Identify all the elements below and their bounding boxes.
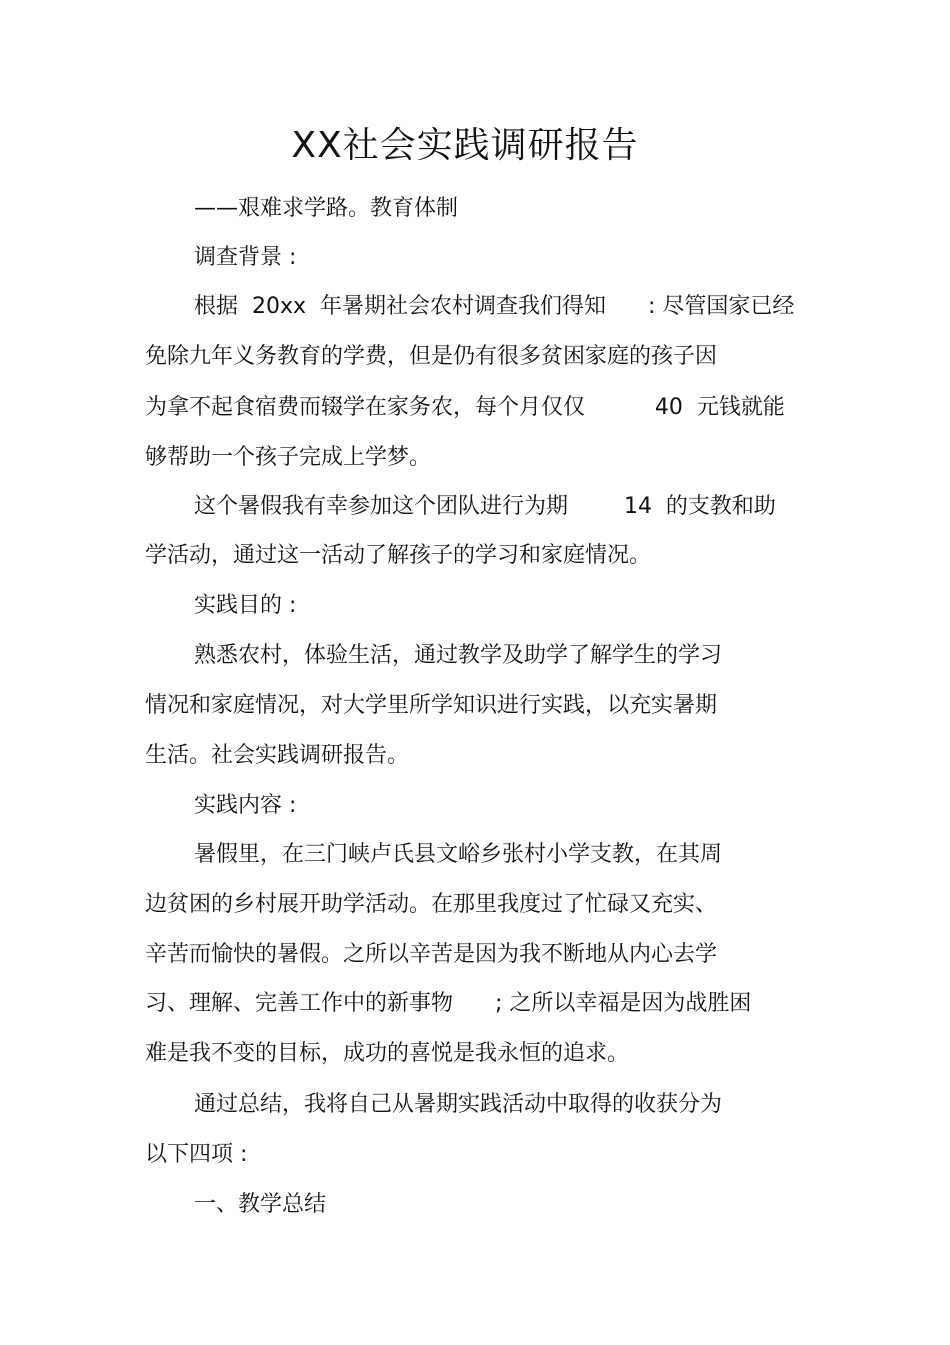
paragraph-line: 免除九年义务教育的学费，但是仍有很多贫困家庭的孩子因 [145, 344, 718, 369]
document-title: XX社会实践调研报告 [291, 125, 639, 166]
paragraph-line: 够帮助一个孩子完成上学梦。 [145, 445, 432, 470]
paragraph-line: 通过总结，我将自己从暑期实践活动中取得的收获分为 [194, 1092, 723, 1117]
paragraph-line: 边贫困的乡村展开助学活动。在那里我度过了忙碌又充实、 [145, 892, 718, 917]
paragraph-line: 情况和家庭情况，对大学里所学知识进行实践，以充实暑期 [145, 693, 718, 718]
paragraph-line: 根据 20xx 年暑期社会农村调查我们得知 : 尽管国家已经 [194, 294, 795, 319]
section-heading-teaching-summary: 一、教学总结 [194, 1192, 327, 1217]
paragraph-line: 习、理解、完善工作中的新事物 ; 之所以幸福是因为战胜困 [145, 991, 752, 1016]
paragraph-line: 生活。社会实践调研报告。 [145, 743, 410, 768]
paragraph-line: 以下四项 : [145, 1142, 248, 1167]
section-heading-content: 实践内容 : [194, 793, 297, 818]
paragraph-line: 暑假里，在三门峡卢氏县文峪乡张村小学支教，在其周 [194, 842, 723, 867]
paragraph-line: 学活动，通过这一活动了解孩子的学习和家庭情况。 [145, 543, 652, 568]
paragraph-line: 这个暑假我有幸参加这个团队进行为期 14 的支教和助 [194, 494, 776, 519]
section-heading-purpose: 实践目的 : [194, 593, 297, 618]
section-heading-background: 调查背景 : [194, 245, 297, 270]
paragraph-line: 辛苦而愉快的暑假。之所以辛苦是因为我不断地从内心去学 [145, 942, 718, 967]
paragraph-line: 难是我不变的目标，成功的喜悦是我永恒的追求。 [145, 1041, 630, 1066]
paragraph-line: 为拿不起食宿费而辍学在家务农，每个月仅仅 40 元钱就能 [145, 395, 785, 420]
paragraph-line: 熟悉农村，体验生活，通过教学及助学了解学生的学习 [194, 643, 723, 668]
subtitle-line: ——艰难求学路。教育体制 [194, 196, 459, 221]
